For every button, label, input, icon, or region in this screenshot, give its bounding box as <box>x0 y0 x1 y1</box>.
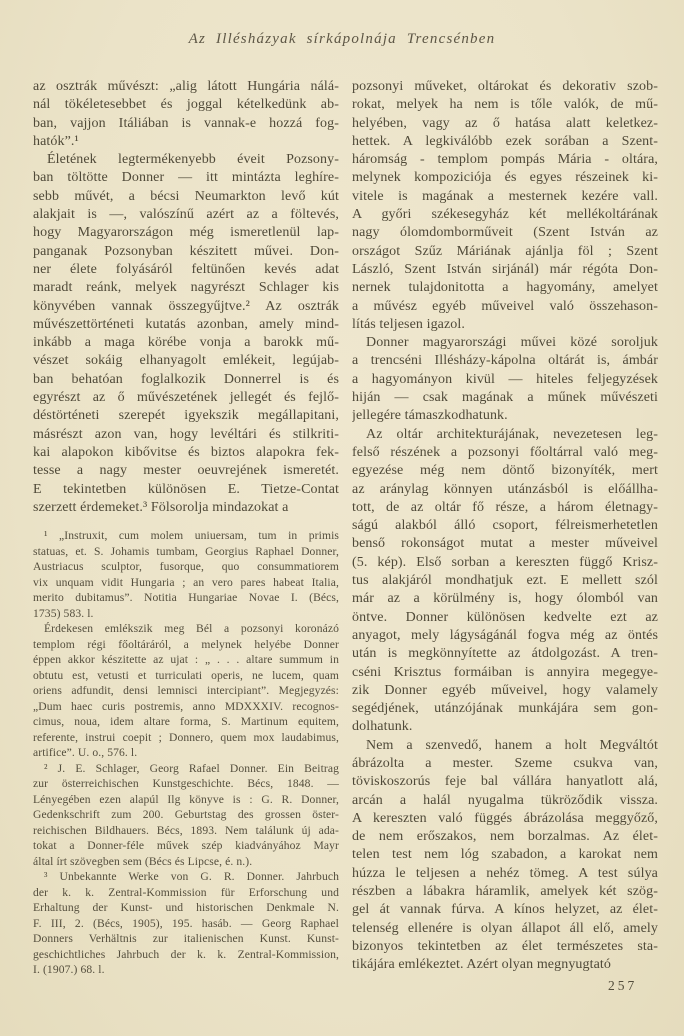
paragraph <box>352 78 658 334</box>
text-line: felső részének a pozsonyi főoltárral való meg- <box>352 444 658 460</box>
text-line: után is megkönnyítette az átdolgozást. A tren- <box>352 646 658 662</box>
text-line: ábrázolta a mester. Szeme csukva van, <box>352 755 658 771</box>
text-line: maradt reánk, melyek nagyrészt Schlager kis <box>33 280 339 296</box>
page-number: 257 <box>608 978 638 993</box>
text-line: Az oltár architekturájának, nevezetesen leg- <box>366 426 658 442</box>
text-line: ban behatóan foglalkozik Donnerrel is és <box>33 371 339 387</box>
text-line: statuas, et. S. Johamis tumbam, Georgius Raphael Donner, <box>33 544 339 558</box>
text-line: segédjének, utánzójának munkájára sem gon- <box>352 701 658 717</box>
text-line: hatók”.¹ <box>33 133 79 149</box>
text-line: nernek tulajdonitotta a hagyomány, amelyet <box>352 280 658 296</box>
text-line: 1735) 583. l. <box>33 606 94 620</box>
text-line: töviskoszorús feje bal vállára hanyatlott alá, <box>352 774 658 790</box>
text-line: telenség ellenére is olyan állapot áll elő, amely <box>352 920 658 936</box>
text-line: pozsonyi műveket, oltárokat és dekorativ szob- <box>352 79 658 94</box>
text-line: által írt szövegben sem (Bécs és Lipcse, é. n.). <box>33 854 253 868</box>
text-line: panganak Pozsonyban készitett művei. Don- <box>33 243 339 259</box>
text-line: ban töltötte Donner — itt mintázta leghíre- <box>33 170 339 186</box>
text-line: A győri székesegyház két mellékoltárának <box>352 207 658 223</box>
text-line: E tekintetben különösen E. Tietze-Contat <box>33 481 339 497</box>
paragraph <box>352 426 658 737</box>
text-line: A kereszten való függés ábrázolása meggyőző, <box>352 810 658 826</box>
text-line: helyében, vagy az ő hatása alatt keletkez- <box>352 115 658 131</box>
text-line: rokat, melyek ha nem is tőle valók, de mű- <box>352 97 658 113</box>
text-line: ságú alakból álló csoport, félreismerhetetlen <box>352 518 658 534</box>
paragraph <box>352 737 658 975</box>
text-line: vix unquam vidit Hungaria ; an vero pares habeat Italia, <box>33 575 339 589</box>
text-line: ban, vajjon Itáliában is vannak-e hozzá fog- <box>33 115 339 131</box>
text-line: hogy Magyarországon még ismeretlenül lap- <box>33 225 339 241</box>
text-line: országot Szűz Máriának ajánlja föl ; Szent <box>352 243 658 259</box>
paragraph <box>352 334 658 425</box>
text-line: kai alapokon kibővitse és biztos alapokra fek- <box>33 444 339 460</box>
paragraph <box>33 761 339 870</box>
text-line: tokat a Donner-féle művek szép kiadványához Mayr <box>33 839 339 853</box>
paragraph <box>33 151 339 517</box>
text-line: Életének legtermékenyebb éveit Pozsony- <box>47 152 339 168</box>
text-line: benső rokonságot mutat a mester műveivel <box>352 536 658 552</box>
text-line: hettek. A legkiválóbb ezek sorában a Szent- <box>352 133 658 149</box>
text-line: a művész egyéb műveivel való összehason- <box>352 298 658 314</box>
text-line: reichischen Bildhauers. Bécs, 1893. Nem találunk új ada- <box>33 823 339 837</box>
text-line: ¹ „Instruxit, cum molem uniuersam, tum in primis <box>44 529 339 543</box>
text-line: de nem erőszakos, nem borzalmas. Az élet- <box>352 829 658 845</box>
paragraph <box>33 528 339 621</box>
text-line: vészet sokáig elhanyagolt emlékeit, legújab- <box>33 353 339 369</box>
text-line: ³ Unbekannte Werke von G. R. Donner. Jahrbuch <box>44 870 339 884</box>
text-line: cséni Krisztus formáiban is annyira megegye- <box>352 664 658 680</box>
text-line: vitele is magának a mesternek kezére vall. <box>352 188 658 204</box>
text-line: merito dubitamus”. Notitia Hungariae Novae I. (Bécs, <box>33 591 339 605</box>
text-line: sebb művét, a bécsi Neumarkton levő kút <box>33 188 339 204</box>
text-line: öntve. Donner különösen kedvelte ezt az <box>352 609 658 625</box>
text-line: „Dum haec curis postremis, anno MDXXXIV. recognos- <box>33 699 339 713</box>
text-line: ner élete folyásáról feltünően kevés adat <box>33 261 339 277</box>
text-line: részben a lábakra háramlik, amelyek két szög- <box>352 884 658 900</box>
text-line: alakjait is —, valószínű azért az a föltevés, <box>33 207 339 223</box>
text-line: egyrészt az ő művészetének jellegét és fejlő- <box>33 390 339 406</box>
text-line: dolhatunk. <box>352 719 413 735</box>
text-line: könyvében vannak összegyűjtve.² Az osztrák <box>33 298 339 314</box>
text-line: lítás teljesen igazol. <box>352 316 465 332</box>
text-line: artifice”. U. o., 576. l. <box>33 746 138 760</box>
text-line: nagy ólomdomborműveit (Szent István az <box>352 225 658 241</box>
text-line: éppen akkor készitette az ujat : „ . . . altare summum in <box>33 653 339 667</box>
text-line: László, Szent István sirjánál) már régóta Don- <box>352 261 658 277</box>
text-line: melynek kompoziciója és egyes részeinek ki- <box>352 170 658 186</box>
text-line: jellegére támaszkodhatunk. <box>352 408 508 424</box>
text-line: zik Donner egyéb műveivel, hogy valamely <box>352 682 658 698</box>
text-line: inkább a maga körébe vonja a barokk mű- <box>33 335 339 351</box>
text-line: gel át vannak fúrva. A kínos helyzet, az élet- <box>352 902 658 918</box>
text-line: tesse a nagy mester oeuvrejének ismeretét. <box>33 463 339 479</box>
paragraph <box>33 869 339 978</box>
text-line: nál tökéletesebbet és joggal kételkedünk ab- <box>33 97 339 113</box>
paragraph <box>33 621 339 761</box>
text-line: cimus, noua, idem altare forma, S. Martinum equitem, <box>33 715 339 729</box>
text-line: arcán a halál nyugalma tükröződik vissza. <box>352 792 658 808</box>
text-line: Donner magyarországi művei közé soroljuk <box>366 335 658 351</box>
text-line: tott, de az oltár fő része, a három életnagy- <box>352 499 658 515</box>
text-line: Gedenkschrift zum 200. Geburtstag des grossen öster- <box>33 808 339 822</box>
text-line: referente, instrui coepit ; Donnero, quem mox laudabimus, <box>33 730 339 744</box>
text-line: (5. kép). Első sorban a kereszten függő Krisz- <box>352 554 658 570</box>
text-line: a trencséni Illésházy-kápolna oltárát is, ámbár <box>352 353 658 369</box>
text-line: tikájára emlékeztet. Azért olyan megnyugtató <box>352 957 612 973</box>
text-line: zur österreichischen Kunstgeschichte. Bécs, 1848. — <box>33 777 339 791</box>
text-line: der k. k. Zentral-Kommission für Erforschung und <box>33 885 339 899</box>
text-line: már az a körülmény is, hogy ólomból van <box>352 591 658 607</box>
right-column <box>352 78 658 975</box>
text-line: anyagot, mely lágyságánál fogva még az öntés <box>352 627 658 643</box>
text-line: Austriacus sculptor, fusorque, quo consummatiorem <box>33 560 339 574</box>
text-line: az osztrák művészt: „alig látott Hungária nálá- <box>33 79 339 94</box>
text-line: Erhaltung der Kunst- und historischen Denkmale N. <box>33 901 339 915</box>
left-column <box>33 78 339 978</box>
text-line: tus alakjáról mondhatjuk ezt. E mellett szól <box>352 573 658 589</box>
text-line: telen test nem lóg szabadon, a karokat nem <box>352 847 658 863</box>
text-line: szerzett érdemeket.³ Fölsorolja mindazokat a <box>33 499 289 515</box>
text-line: Nem a szenvedő, hanem a holt Megváltót <box>366 737 658 753</box>
text-line: F. III, 2. (Bécs, 1905), 195. hasáb. — Georg Raphael <box>33 916 339 930</box>
running-header: Az Illésházyak sírkápolnája Trencsénben <box>188 31 496 47</box>
text-line: a hagyományon kivül — hiteles feljegyzések <box>352 371 658 387</box>
text-line: művészettörténeti kutatás azonban, amely mind- <box>33 316 339 332</box>
text-line: bizonyos tekintetben az élet természetes sta- <box>352 938 658 954</box>
text-line: templom régi főoltáráról, a melynek helyébe Donner <box>33 637 339 651</box>
text-line: oriens adfundit, densi lemnisci intercipiant”. Megjegyzés: <box>33 684 339 698</box>
text-line: Érdekesen emlékszik meg Bél a pozsonyi koronázó <box>44 622 339 636</box>
paragraph <box>33 78 339 151</box>
text-line: egyezése még nem döntő bizonyíték, mert <box>352 463 658 479</box>
text-line: hiján — csak magának a műnek művészeti <box>352 390 658 406</box>
left-column-text <box>33 78 339 517</box>
text-line: másrészt azon van, hogy levéltári és stilkriti- <box>33 426 339 442</box>
text-line: déstörténeti szerepét igyekszik megállapitani, <box>33 408 339 424</box>
text-line: ² J. E. Schlager, Georg Rafael Donner. Ein Beitrag <box>44 761 339 775</box>
text-line: húzza le teljesen a nehéz tömeg. A test súlya <box>352 865 658 881</box>
footnotes-block <box>33 528 339 978</box>
text-line: az aránylag könnyen utánzásból is előállha- <box>352 481 658 497</box>
text-line: Donners Verhältnis zur italienischen Kunst. Kunst- <box>33 932 339 946</box>
text-line: háromság - templom pompás Mária - oltára, <box>352 152 658 168</box>
right-column-text <box>352 78 658 975</box>
text-line: geschichtliches Jahrbuch der k. k. Zentral-Kommission, <box>33 947 339 961</box>
text-line: Lényegében ezen alapúl Ilg könyve is : G. R. Donner, <box>33 792 339 806</box>
text-line: I. (1907.) 68. l. <box>33 963 105 977</box>
text-line: obtutu est, vetusti et turriculati operis, ne lucem, quam <box>33 668 339 682</box>
